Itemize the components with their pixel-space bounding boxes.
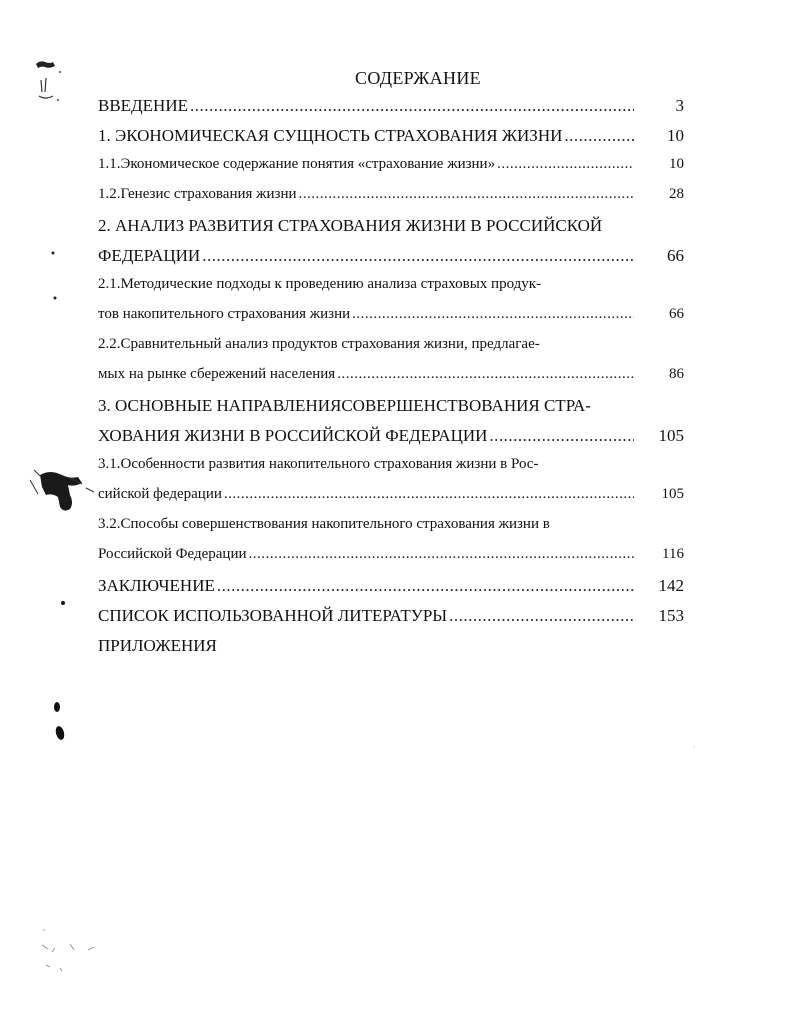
leader-dots [217,576,634,596]
toc-entry-appendices[interactable] [98,636,690,666]
toc-entry-label-line-2: мых на рынке сбережений населения [98,366,336,382]
toc-page-number: 10 [667,126,684,145]
toc-entry-label-line-2: Российской Федерации [98,546,247,562]
leader-dots [190,96,634,116]
toc-entry-label-line-2: ФЕДЕРАЦИИ [98,246,201,265]
toc-entry-section-2-2[interactable] [98,336,690,396]
toc-entry-label: 1. ЭКОНОМИЧЕСКАЯ СУЩНОСТЬ СТРАХОВАНИЯ ЖИЗНИ [98,126,563,145]
toc-entry-label-line-1: 3.1.Особенности развития накопительного страхования жизни в Рос- [98,456,539,472]
leader-dots [449,606,634,626]
leader-dots [489,426,634,446]
leader-dots [564,126,634,146]
toc-entry-label: 1.1.Экономическое содержание понятия «страхование жизни» [98,156,496,172]
toc-entry-references[interactable] [98,606,690,636]
toc-entry-label-line-1: 2. АНАЛИЗ РАЗВИТИЯ СТРАХОВАНИЯ ЖИЗНИ В РОССИЙСКОЙ [98,216,603,235]
toc-page-number: 142 [658,576,684,595]
toc-entry-section-2-1[interactable] [98,276,690,336]
leader-dots [224,486,634,503]
toc-entry-label-line-1: 3.2.Способы совершенствования накопительного страхования жизни в [98,516,550,532]
toc-entry-label: СПИСОК ИСПОЛЬЗОВАННОЙ ЛИТЕРАТУРЫ [98,606,448,625]
toc-entry-chapter-1[interactable] [98,126,690,156]
toc-page-number: 66 [667,246,684,265]
leader-dots [249,546,634,563]
toc-page-number: 116 [662,546,684,562]
toc-page-number: 86 [669,366,684,382]
toc-page-number: 3 [675,96,684,115]
toc-entry-label-line-2: ХОВАНИЯ ЖИЗНИ В РОССИЙСКОЙ ФЕДЕРАЦИИ [98,426,488,445]
toc-entry-label: ПРИЛОЖЕНИЯ [98,636,217,655]
toc-entry-section-1-2[interactable] [98,186,690,216]
toc-entry-label: ЗАКЛЮЧЕНИЕ [98,576,215,595]
toc-entry-introduction[interactable] [98,96,690,126]
leader-dots [352,306,634,323]
toc-entry-label-line-1: 3. ОСНОВНЫЕ НАПРАВЛЕНИЯСОВЕРШЕНСТВОВАНИЯ СТРА- [98,396,591,415]
leader-dots [202,246,634,266]
toc-entry-section-1-1[interactable] [98,156,690,186]
toc-title: СОДЕРЖАНИЕ [355,68,481,88]
toc-page-number: 10 [669,156,684,172]
leader-dots [337,366,634,383]
toc-entry-chapter-2[interactable] [98,216,690,276]
toc-entry-conclusion[interactable] [98,576,690,606]
table-of-contents [98,96,690,666]
toc-page-number: 153 [658,606,684,625]
toc-entry-label-line-1: 2.1.Методические подходы к проведению анализа страховых продук- [98,276,542,292]
toc-entry-label-line-1: 2.2.Сравнительный анализ продуктов страхования жизни, предлагае- [98,336,540,352]
leader-dots [497,156,634,173]
toc-entry-label: ВВЕДЕНИЕ [98,96,188,115]
toc-entry-section-3-2[interactable] [98,516,690,576]
toc-page-number: 105 [661,486,684,502]
toc-entry-chapter-3[interactable] [98,396,690,456]
toc-entry-label-line-2: тов накопительного страхования жизни [98,306,351,322]
toc-page-number: 28 [669,186,684,202]
leader-dots [299,186,634,203]
toc-page-number: 66 [669,306,684,322]
toc-entry-section-3-1[interactable] [98,456,690,516]
toc-page-number: 105 [658,426,684,445]
toc-entry-label-line-2: сийской федерации [98,486,222,502]
toc-entry-label: 1.2.Генезис страхования жизни [98,186,297,202]
